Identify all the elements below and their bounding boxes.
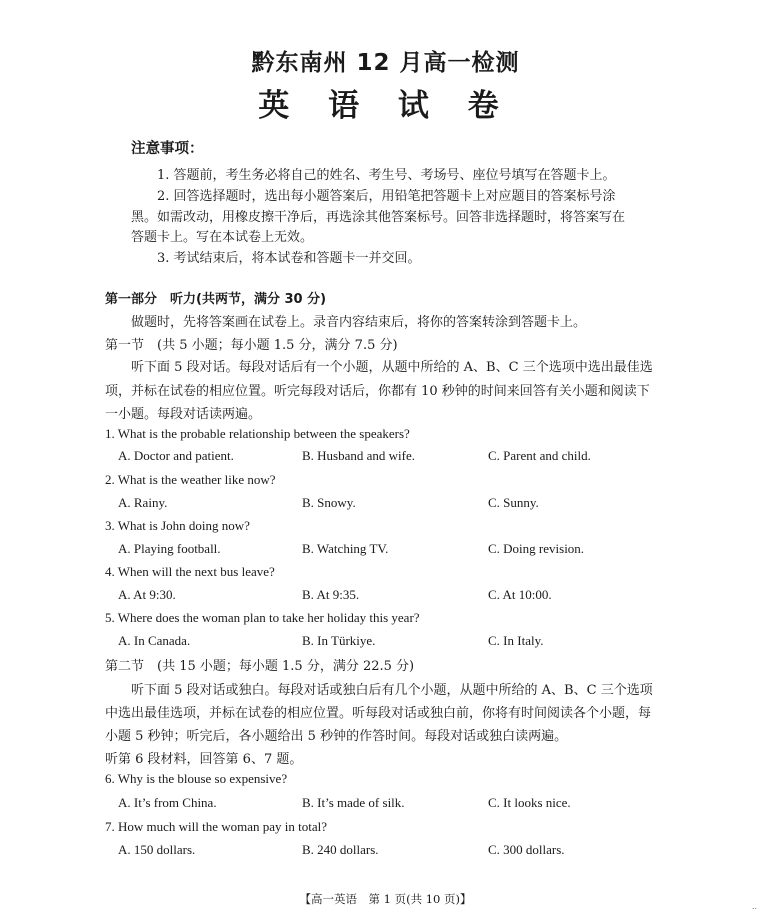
notice-item-2-line-2: 黑。如需改动，用橡皮擦干净后，再选涂其他答案标号。回答非选择题时，将答案写在 <box>131 210 626 225</box>
section-2-desc-line-2: 中选出最佳选项，并标在试卷的相应位置。听每段对话或独白前，你将有时间阅读各个小题，每 <box>105 706 652 721</box>
q2-option-c: C. Sunny. <box>488 495 539 510</box>
q3-option-c: C. Doing revision. <box>488 541 585 556</box>
question-3: 3. What is John doing now? <box>105 518 250 533</box>
exam-subject-title: 英 语 试 卷 <box>258 88 513 124</box>
part-1-instruction: 做题时，先将答案画在试卷上。录音内容结束后，将你的答案转涂到答题卡上。 <box>131 315 587 330</box>
q2-option-a: A. Rainy. <box>118 495 168 510</box>
q3-option-a: A. Playing football. <box>118 541 221 556</box>
q1-option-c: C. Parent and child. <box>488 448 591 463</box>
notice-item-2-line-3: 答题卡上。写在本试卷上无效。 <box>131 230 314 245</box>
q1-option-b: B. Husband and wife. <box>302 448 416 463</box>
q4-option-a: A. At 9:30. <box>118 587 176 602</box>
question-1: 1. What is the probable relationship between the speakers? <box>105 426 410 441</box>
section-2-material-note: 听第 6 段材料，回答第 6、7 题。 <box>105 752 303 767</box>
q1-option-a: A. Doctor and patient. <box>118 448 234 463</box>
section-2-heading: 第二节 (共 15 小题；每小题 1.5 分，满分 22.5 分) <box>105 659 415 674</box>
q5-option-b: B. In Türkiye. <box>302 633 376 648</box>
exam-title: 黔东南州 12 月高一检测 <box>251 50 520 76</box>
section-1-desc-line-3: 一小题。每段对话读两遍。 <box>105 407 262 422</box>
page-footer: 【高一英语 第 1 页(共 10 页)】 <box>299 892 472 906</box>
section-1-heading: 第一节 (共 5 小题；每小题 1.5 分，满分 7.5 分) <box>105 338 398 353</box>
q6-option-c: C. It looks nice. <box>488 795 571 810</box>
q2-option-b: B. Snowy. <box>302 495 356 510</box>
q5-option-a: A. In Canada. <box>118 633 191 648</box>
q3-option-b: B. Watching TV. <box>302 541 389 556</box>
q7-option-b: B. 240 dollars. <box>302 842 379 857</box>
notice-item-2-line-1: 2. 回答选择题时，选出每小题答案后，用铅笔把答题卡上对应题目的答案标号涂 <box>157 189 616 204</box>
section-1-desc-line-2: 项，并标在试卷的相应位置。听完每段对话后，你都有 10 秒钟的时间来回答有关小题和阅读下 <box>105 384 650 399</box>
q6-option-b: B. It’s made of silk. <box>302 795 405 810</box>
q7-option-a: A. 150 dollars. <box>118 842 196 857</box>
corner-mark: .. <box>751 902 757 911</box>
notice-item-3: 3. 考试结束后，将本试卷和答题卡一并交回。 <box>157 251 421 266</box>
q4-option-b: B. At 9:35. <box>302 587 360 602</box>
section-2-desc-line-3: 小题 5 秒钟；听完后，各小题给出 5 秒钟的作答时间。每段对话或独白读两遍。 <box>105 729 568 744</box>
q4-option-c: C. At 10:00. <box>488 587 552 602</box>
question-2: 2. What is the weather like now? <box>105 472 276 487</box>
section-1-desc-line-1: 听下面 5 段对话。每段对话后有一个小题，从题中所给的 A、B、C 三个选项中选出最佳选 <box>131 360 653 375</box>
notice-heading: 注意事项： <box>131 141 204 157</box>
q5-option-c: C. In Italy. <box>488 633 544 648</box>
q7-option-c: C. 300 dollars. <box>488 842 565 857</box>
question-4: 4. When will the next bus leave? <box>105 564 275 579</box>
question-6: 6. Why is the blouse so expensive? <box>105 771 288 786</box>
notice-item-1: 1. 答题前，考生务必将自己的姓名、考生号、考场号、座位号填写在答题卡上。 <box>157 168 616 183</box>
part-1-heading: 第一部分 听力(共两节，满分 30 分) <box>105 292 327 307</box>
section-2-desc-line-1: 听下面 5 段对话或独白。每段对话或独白后有几个小题，从题中所给的 A、B、C 三个选项 <box>131 683 653 698</box>
question-7: 7. How much will the woman pay in total? <box>105 819 328 834</box>
q6-option-a: A. It’s from China. <box>118 795 217 810</box>
question-5: 5. Where does the woman plan to take her holiday this year? <box>105 610 420 625</box>
